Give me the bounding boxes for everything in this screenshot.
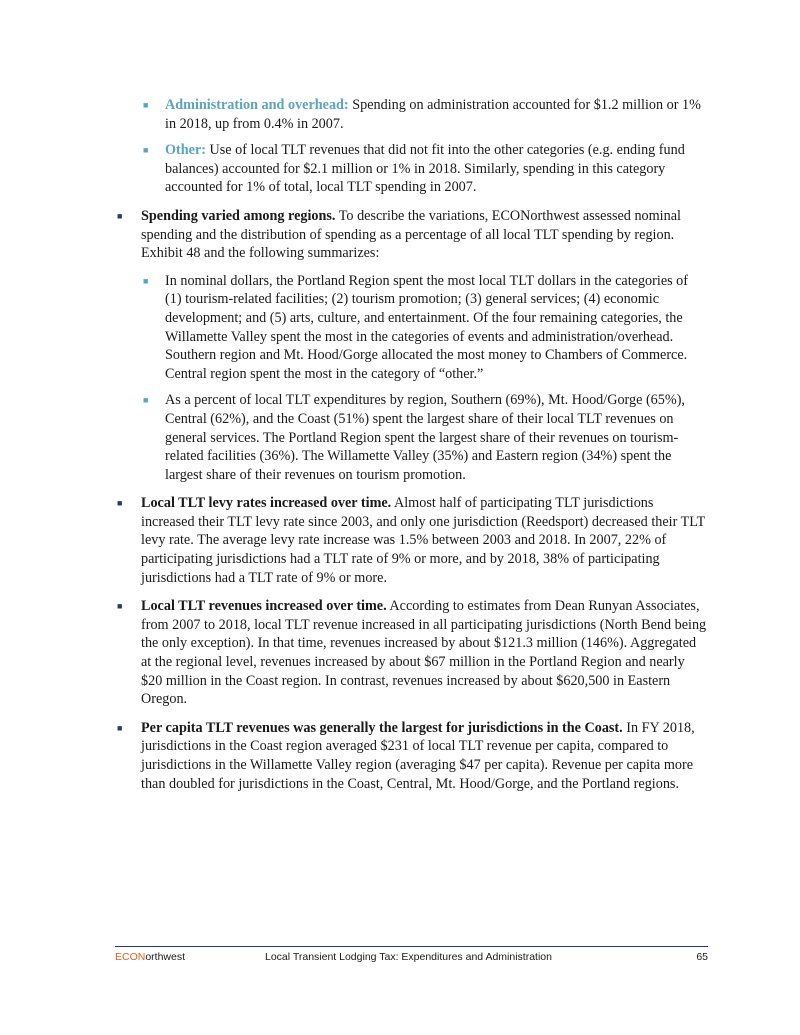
list-item-per-capita [117,719,707,793]
page-footer [115,951,708,967]
footer-rule [115,946,708,947]
list-item-percent [143,391,705,484]
item-text: In nominal dollars, the Portland Region spent the most local TLT dollars in the categories of (1) tourism-related facilities; (2) tourism promotion; (3) general services; (4) economic development; and (5) arts, culture, and entertainment. Of the four remaining categories, the Willamette Valley spent the most in the categories of events and administration/overhead. Southern region and Mt. Hood/Gorge allocated the most money to Chambers of Commerce. Central region spent the most in the category of “other.” [165,272,689,382]
list-item-nominal [143,272,705,384]
item-lead: Administration and overhead: [165,97,349,113]
list-item-admin [143,96,705,133]
item-lead: Local TLT levy rates increased over time. [141,495,392,512]
page-number: 65 [696,951,708,963]
item-lead: Per capita TLT revenues was generally the largest for jurisdictions in the Coast. [141,719,623,736]
square-bullet-icon: ■ [117,601,123,612]
item-text: Use of local TLT revenues that did not fit into the other categories (e.g. ending fund balances) accounted for $2.1 million or 1% in 2018. Similarly, spending in this category accounted for 1% of total, local TLT spending in 2007. [165,142,685,196]
list-item-levy-rates [117,494,707,587]
square-bullet-icon: ■ [143,395,149,406]
item-text: Spending on administration accounted for $1.2 million or 1% in 2018, up from 0.4% in 2007. [165,97,701,132]
footer-title: Local Transient Lodging Tax: Expenditures and Administration [265,951,552,963]
brand-logo: ECONorthwest [115,951,186,963]
page-body [0,96,800,802]
list-item-regions [117,207,707,263]
item-lead: Local TLT revenues increased over time. [141,598,387,615]
item-lead: Spending varied among regions. [141,207,336,224]
list-item-revenues [117,597,707,709]
square-bullet-icon: ■ [117,210,123,221]
item-text: To describe the variations, ECONorthwest assessed nominal spending and the distribution of spending as a percentage of all local TLT spending by region. Exhibit 48 and the following summarizes: [141,207,681,262]
list-item-other [143,141,705,197]
square-bullet-icon: ■ [117,498,123,509]
square-bullet-icon: ■ [143,275,149,286]
square-bullet-icon: ■ [117,722,123,733]
item-text: According to estimates from Dean Runyan Associates, from 2007 to 2018, local TLT revenue increased in all participating jurisdictions (North Bend being the only exception). In that time, revenues increased by about $121.3 million (146%). Aggregated at the regional level, revenues increased by about $67 million in the Portland Region and nearly $20 million in the Coast region. In contrast, revenues increased by about $620,500 in Eastern Oregon. [141,598,707,708]
item-text: As a percent of local TLT expenditures by region, Southern (69%), Mt. Hood/Gorge (65%), Central (62%), and the Coast (51%) spent the largest share of their local TLT revenues on general services. The Portland Region spent the largest share of their revenues on tourism-related facilities (36%). The Willamette Valley (35%) and Eastern region (34%) spent the largest share of their revenues on tourism promotion. [165,392,685,483]
item-text: In FY 2018, jurisdictions in the Coast region averaged $231 of local TLT revenue per capita, compared to jurisdictions in the Willamette Valley region (averaging $47 per capita). Revenue per capita more than doubled for jurisdictions in the Coast, Central, Mt. Hood/Gorge, and the Portland regions. [141,719,695,792]
item-lead: Other: [165,142,206,159]
square-bullet-icon: ■ [143,145,149,156]
square-bullet-icon: ■ [143,100,149,110]
item-text: Almost half of participating TLT jurisdictions increased their TLT levy rate since 2003, and only one jurisdiction (Reedsport) decreased their TLT levy rate. The average levy rate increase was 1.5% between 2003 and 2018. In 2007, 22% of participating jurisdictions had a TLT rate of 9% or more, and by 2018, 38% of participating jurisdictions had a TLT rate of 9% or more. [141,495,706,586]
